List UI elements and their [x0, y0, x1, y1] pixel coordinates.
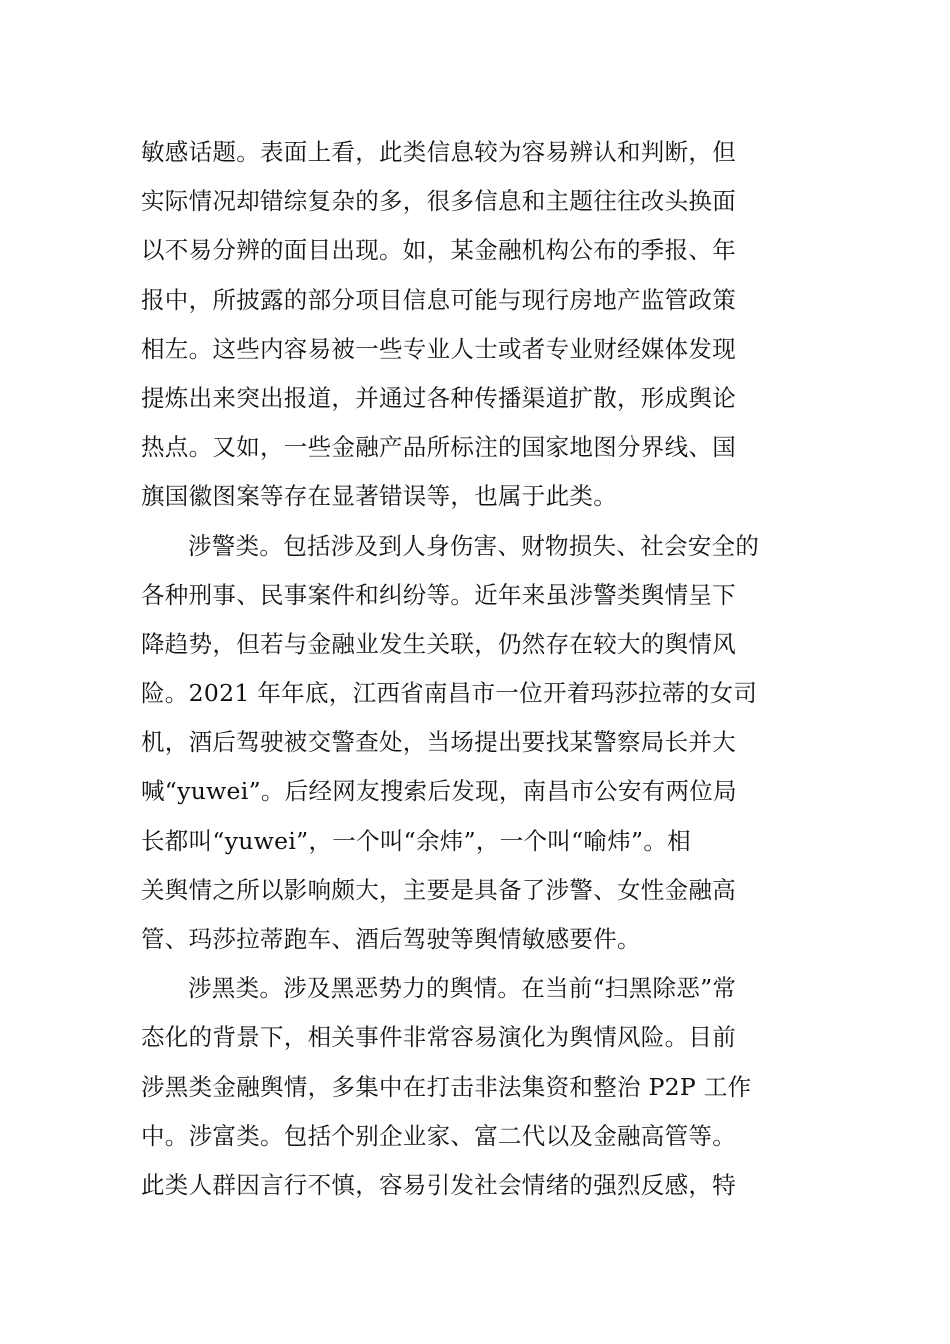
text-line: 降趋势，但若与金融业发生关联，仍然存在较大的舆情风: [141, 629, 736, 658]
text-line: 喊“yuwei”。后经网友搜索后发现，南昌市公安有两位局: [141, 777, 737, 806]
text-line: 热点。又如，一些金融产品所标注的国家地图分界线、国: [141, 433, 736, 462]
text-line: 涉黑类金融舆情，多集中在打击非法集资和整治 P2P 工作: [141, 1072, 752, 1101]
text-line: 长都叫“yuwei”，一个叫“余炜”，一个叫“喻炜”。相: [141, 826, 691, 855]
paragraph-start-line: 涉警类。包括涉及到人身伤害、财物损失、社会安全的: [188, 531, 760, 560]
text-line: 旗国徽图案等存在显著错误等，也属于此类。: [141, 482, 617, 511]
text-line: 态化的背景下，相关事件非常容易演化为舆情风险。目前: [141, 1023, 736, 1052]
text-line: 相左。这些内容易被一些专业人士或者专业财经媒体发现: [141, 334, 736, 363]
text-line: 关舆情之所以影响颇大，主要是具备了涉警、女性金融高: [141, 875, 736, 904]
text-line: 机，酒后驾驶被交警查处，当场提出要找某警察局长并大: [141, 728, 736, 757]
body-text: [141, 128, 821, 1210]
text-line: 管、玛莎拉蒂跑车、酒后驾驶等舆情敏感要件。: [141, 925, 641, 953]
text-line: 敏感话题。表面上看，此类信息较为容易辨认和判断，但: [141, 138, 736, 166]
text-line: 险。2021 年年底，江西省南昌市一位开着玛莎拉蒂的女司: [141, 679, 758, 708]
paragraph-start-line: 涉黑类。涉及黑恶势力的舆情。在当前“扫黑除恶”常: [188, 974, 737, 1003]
text-line: 此类人群因言行不慎，容易引发社会情绪的强烈反感，特: [141, 1170, 736, 1199]
text-line: 中。涉富类。包括个别企业家、富二代以及金融高管等。: [141, 1121, 736, 1150]
text-line: 提炼出来突出报道，并通过各种传播渠道扩散，形成舆论: [141, 383, 736, 412]
text-line: 实际情况却错综复杂的多，很多信息和主题往往改头换面: [141, 187, 736, 216]
text-line: 各种刑事、民事案件和纠纷等。近年来虽涉警类舆情呈下: [141, 580, 736, 609]
text-line: 报中，所披露的部分项目信息可能与现行房地产监管政策: [141, 285, 736, 314]
text-line: 以不易分辨的面目出现。如，某金融机构公布的季报、年: [141, 236, 736, 265]
